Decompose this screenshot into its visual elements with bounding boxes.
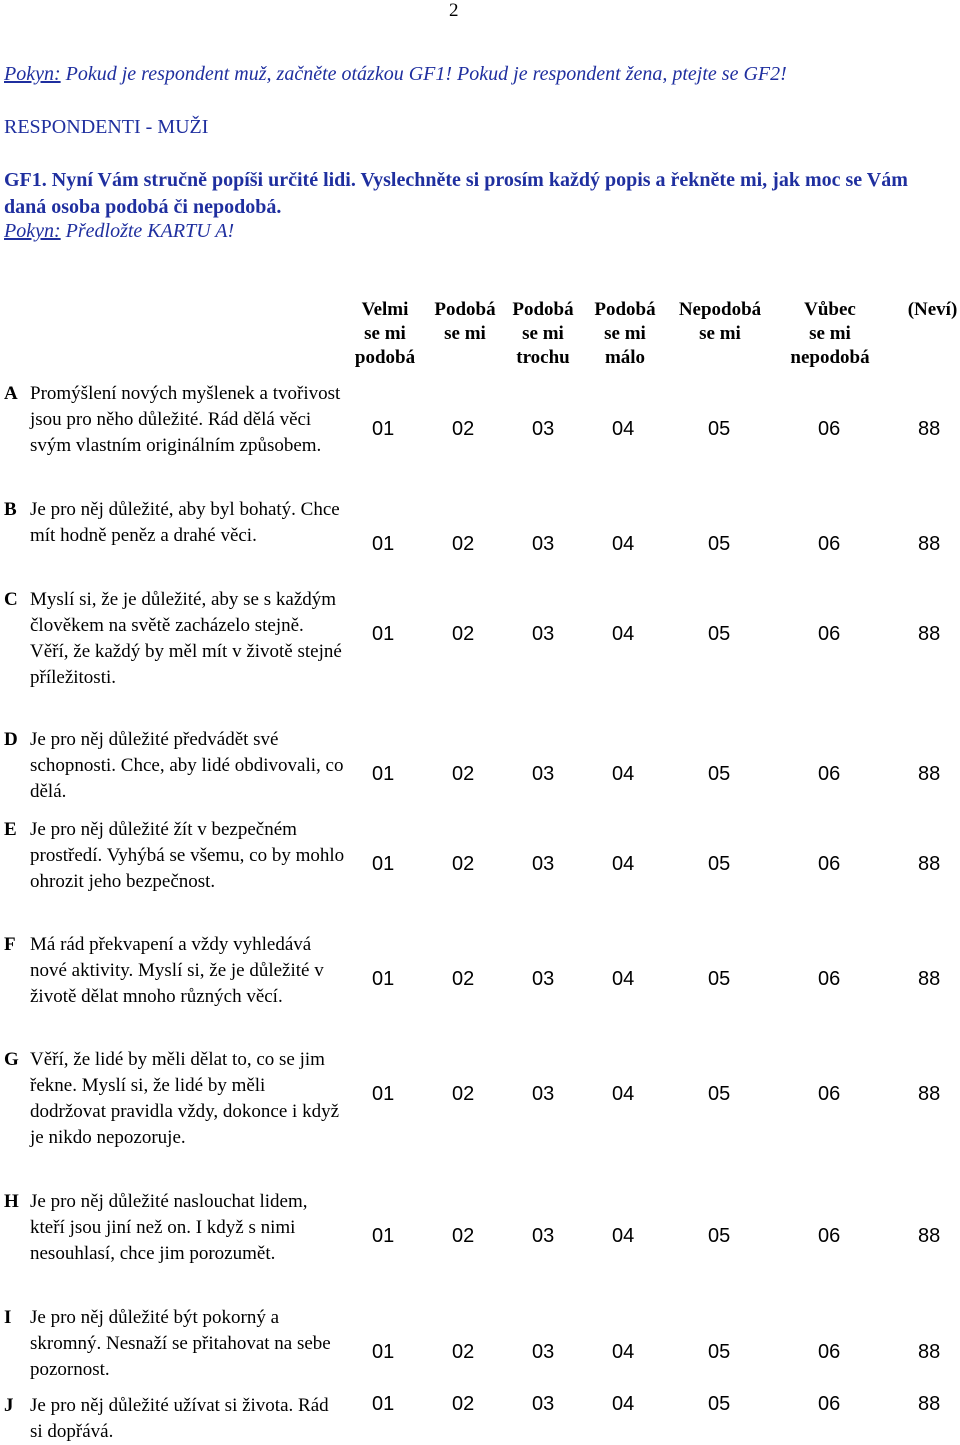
- response-code[interactable]: 04: [612, 623, 635, 645]
- response-code[interactable]: 02: [452, 1083, 475, 1105]
- response-code[interactable]: 02: [452, 1225, 475, 1247]
- response-code[interactable]: 05: [708, 1341, 731, 1363]
- response-code[interactable]: 88: [918, 853, 941, 875]
- response-code[interactable]: 05: [708, 623, 731, 645]
- item-text: Myslí si, že je důležité, aby se s každým člověkem na světě zacházelo stejně. Věří, že každý by měl mít v životě stejné příležitosti.: [30, 589, 342, 688]
- item-text: Je pro něj důležité užívat si života. Rád si dopřává.: [30, 1395, 329, 1442]
- item-letter: E: [4, 819, 17, 840]
- column-header-nepodoba: Nepodobá se mi: [678, 299, 762, 344]
- item-letter: G: [4, 1049, 19, 1070]
- response-code[interactable]: 88: [918, 1341, 941, 1363]
- response-code[interactable]: 03: [532, 1341, 555, 1363]
- item-text: Promýšlení nových myšlenek a tvořivost jsou pro něho důležité. Rád dělá věci svým vlastním originálním způsobem.: [30, 383, 341, 456]
- response-code[interactable]: 06: [818, 533, 841, 555]
- item-letter: I: [4, 1307, 12, 1328]
- column-header-vubec: Vůbec se mi nepodobá: [790, 299, 870, 368]
- response-code[interactable]: 02: [452, 533, 475, 555]
- response-code[interactable]: 88: [918, 968, 941, 990]
- response-code[interactable]: 01: [372, 1393, 395, 1415]
- response-code[interactable]: 88: [918, 763, 941, 785]
- page-number: 2: [449, 0, 459, 21]
- response-code[interactable]: 05: [708, 1393, 731, 1415]
- response-code[interactable]: 88: [918, 1083, 941, 1105]
- response-code[interactable]: 88: [918, 1225, 941, 1247]
- response-code[interactable]: 03: [532, 1393, 555, 1415]
- response-code[interactable]: 01: [372, 763, 395, 785]
- response-code[interactable]: 06: [818, 1393, 841, 1415]
- response-code[interactable]: 01: [372, 1341, 395, 1363]
- response-code[interactable]: 04: [612, 763, 635, 785]
- item-letter: C: [4, 589, 18, 610]
- column-header-podoba: Podobá se mi: [434, 299, 496, 344]
- response-code[interactable]: 04: [612, 1393, 635, 1415]
- response-code[interactable]: 04: [612, 533, 635, 555]
- response-code[interactable]: 03: [532, 1225, 555, 1247]
- response-code[interactable]: 02: [452, 968, 475, 990]
- response-code[interactable]: 02: [452, 418, 475, 440]
- interviewer-instruction: [4, 63, 787, 86]
- response-code[interactable]: 88: [918, 533, 941, 555]
- instruction-prefix: Pokyn:: [4, 63, 61, 85]
- response-code[interactable]: 03: [532, 763, 555, 785]
- response-code[interactable]: 02: [452, 853, 475, 875]
- column-header-nevi: (Neví): [907, 299, 958, 320]
- response-code[interactable]: 02: [452, 1393, 475, 1415]
- response-code[interactable]: 06: [818, 623, 841, 645]
- response-code[interactable]: 03: [532, 533, 555, 555]
- response-code[interactable]: 02: [452, 623, 475, 645]
- item-text: Věří, že lidé by měli dělat to, co se jim řekne. Myslí si, že lidé by měli dodržovat pravidla vždy, dokonce i když je nikdo nepozoruje.: [30, 1049, 340, 1148]
- card-instruction: [4, 220, 234, 243]
- item-letter: J: [4, 1395, 14, 1416]
- item-letter: H: [4, 1191, 19, 1212]
- item-text: Má rád překvapení a vždy vyhledává nové aktivity. Myslí si, že je důležité v životě dělat mnoho různých věcí.: [30, 934, 324, 1007]
- response-code[interactable]: 06: [818, 1083, 841, 1105]
- question-text: GF1. Nyní Vám stručně popíši určité lidi. Vyslechněte si prosím každý popis a řekněte mi, jak moc se Vám daná osoba podobá či nepodobá.: [4, 169, 908, 218]
- response-code[interactable]: 01: [372, 853, 395, 875]
- card-instruction-prefix: Pokyn:: [4, 220, 61, 242]
- item-letter: F: [4, 934, 16, 955]
- response-code[interactable]: 01: [372, 1083, 395, 1105]
- response-code[interactable]: 01: [372, 623, 395, 645]
- response-code[interactable]: 01: [372, 418, 395, 440]
- response-code[interactable]: 06: [818, 1225, 841, 1247]
- response-code[interactable]: 05: [708, 418, 731, 440]
- response-code[interactable]: 88: [918, 623, 941, 645]
- response-code[interactable]: 88: [918, 418, 941, 440]
- response-code[interactable]: 05: [708, 763, 731, 785]
- response-code[interactable]: 04: [612, 1225, 635, 1247]
- response-code[interactable]: 06: [818, 1341, 841, 1363]
- response-code[interactable]: 01: [372, 533, 395, 555]
- response-code[interactable]: 03: [532, 968, 555, 990]
- item-text: Je pro něj důležité být pokorný a skromný. Nesnaží se přitahovat na sebe pozornost.: [30, 1307, 331, 1380]
- item-letter: D: [4, 729, 18, 750]
- response-code[interactable]: 04: [612, 1341, 635, 1363]
- instruction-text: Pokud je respondent muž, začněte otázkou GF1! Pokud je respondent žena, ptejte se GF2!: [60, 63, 787, 85]
- response-code[interactable]: 04: [612, 418, 635, 440]
- item-text: Je pro něj důležité předvádět své schopnosti. Chce, aby lidé obdivovali, co dělá.: [30, 729, 344, 802]
- response-code[interactable]: 04: [612, 968, 635, 990]
- response-code[interactable]: 04: [612, 1083, 635, 1105]
- response-code[interactable]: 05: [708, 968, 731, 990]
- response-code[interactable]: 03: [532, 1083, 555, 1105]
- column-header-velmi: Velmi se mi podobá: [354, 299, 416, 368]
- response-code[interactable]: 03: [532, 418, 555, 440]
- response-code[interactable]: 06: [818, 763, 841, 785]
- card-instruction-text: Předložte KARTU A!: [60, 220, 235, 242]
- column-header-trochu: Podobá se mi trochu: [512, 299, 574, 368]
- item-text: Je pro něj důležité žít v bezpečném prostředí. Vyhýbá se všemu, co by mohlo ohrozit jeho bezpečnost.: [30, 819, 345, 892]
- response-code[interactable]: 01: [372, 968, 395, 990]
- response-code[interactable]: 03: [532, 623, 555, 645]
- item-letter: B: [4, 499, 17, 520]
- response-code[interactable]: 88: [918, 1393, 941, 1415]
- column-header-malo: Podobá se mi málo: [594, 299, 656, 368]
- section-heading: RESPONDENTI - MUŽI: [4, 116, 209, 138]
- item-letter: A: [4, 383, 18, 404]
- response-code[interactable]: 06: [818, 418, 841, 440]
- item-text: Je pro něj důležité naslouchat lidem, kteří jsou jiní než on. I když s nimi nesouhlasí, chce jim porozumět.: [30, 1191, 308, 1264]
- item-text: Je pro něj důležité, aby byl bohatý. Chce mít hodně peněz a drahé věci.: [30, 499, 340, 546]
- response-code[interactable]: 05: [708, 1225, 731, 1247]
- response-code[interactable]: 06: [818, 853, 841, 875]
- response-code[interactable]: 06: [818, 968, 841, 990]
- response-code[interactable]: 03: [532, 853, 555, 875]
- response-code[interactable]: 05: [708, 853, 731, 875]
- response-code[interactable]: 04: [612, 853, 635, 875]
- response-code[interactable]: 02: [452, 763, 475, 785]
- response-code[interactable]: 05: [708, 533, 731, 555]
- response-code[interactable]: 05: [708, 1083, 731, 1105]
- response-code[interactable]: 01: [372, 1225, 395, 1247]
- response-code[interactable]: 02: [452, 1341, 475, 1363]
